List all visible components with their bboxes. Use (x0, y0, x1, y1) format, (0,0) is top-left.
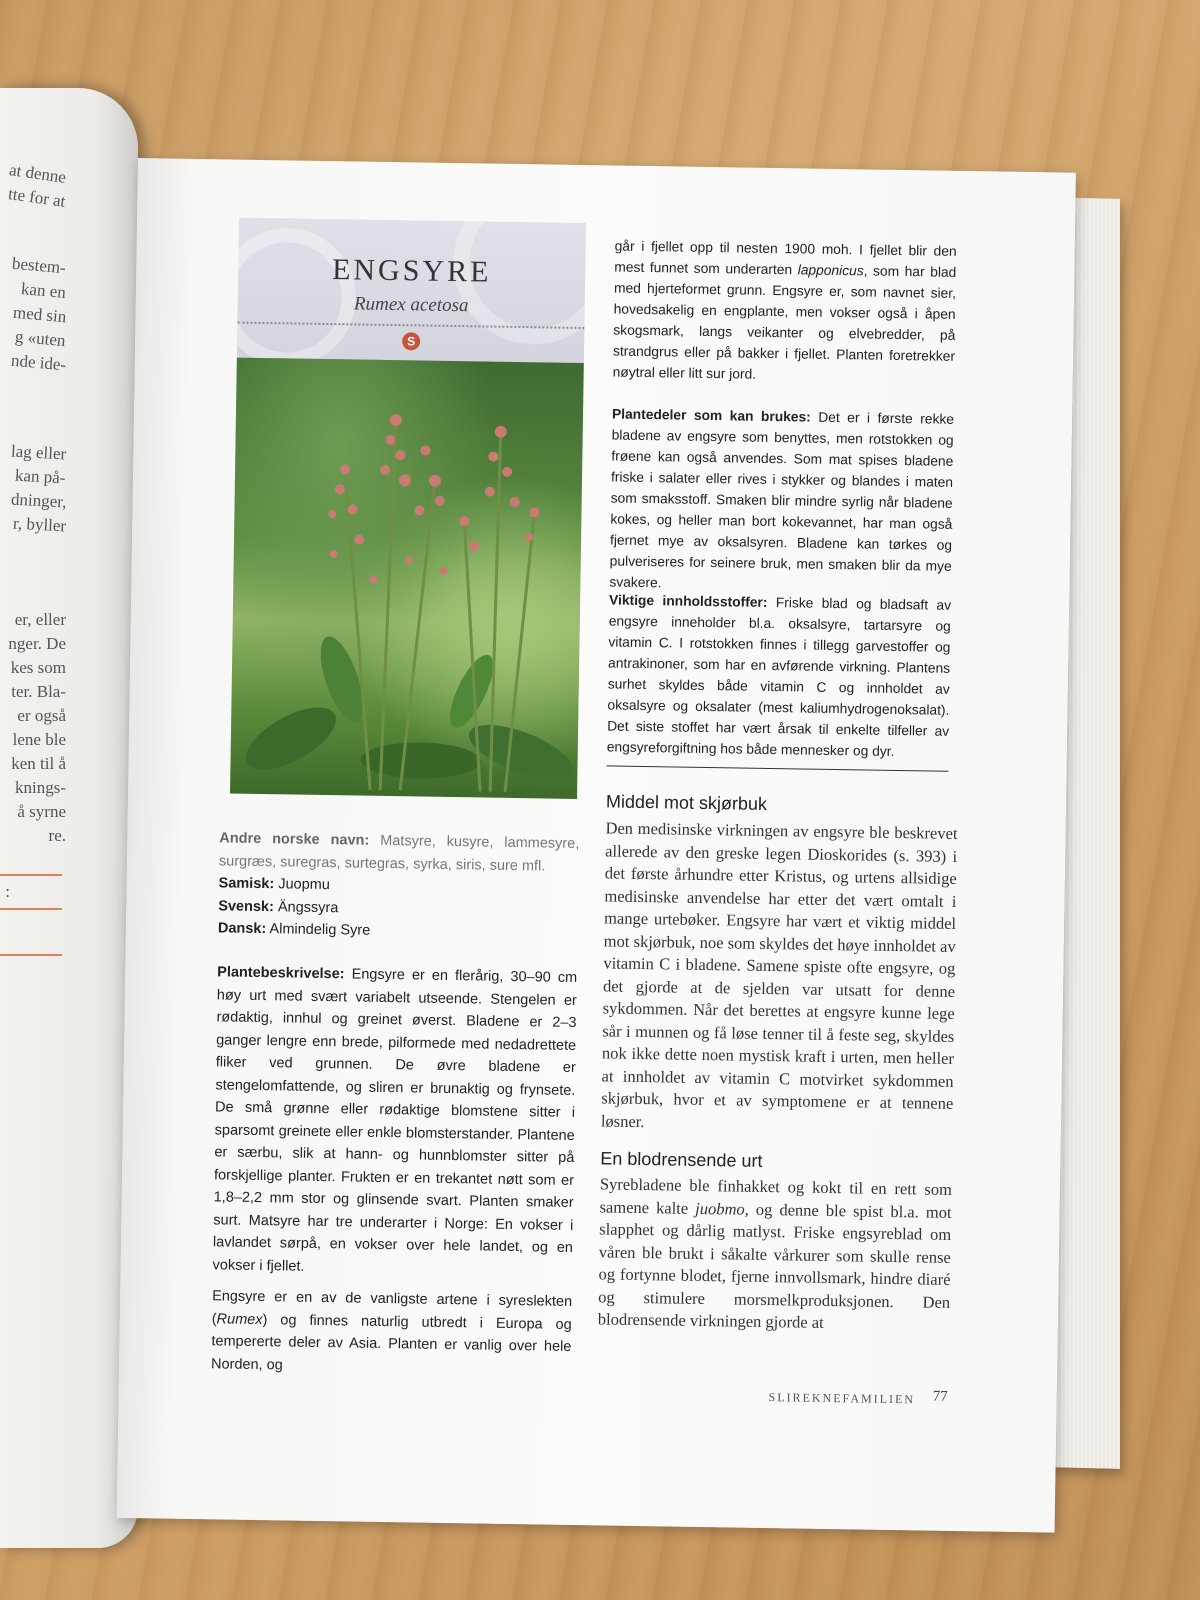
samisk-label: Samisk: (218, 875, 275, 893)
section-divider (607, 765, 949, 771)
juobmo-term: juobmo, (695, 1198, 750, 1219)
left-text-line: ter. Bla- (11, 682, 66, 701)
contents-text: Friske blad og bladsaft av engsyre inneholder bl.a. oksalsyre, tartarsyre og vitamin C. I rotstokken finnes i tillegg garvestoffer og antrakinoner, som har en avførende virkning. Plantens surhet skyldes både vitamin C og innholdet av oksalsyre og oksalater (mest kaliumhydrogenoksalat). Det siste stoffet har vært årsak til enkelte tilfeller av engsyreforgiftning hos både mennesker og dyr. (606, 595, 952, 759)
heading-scurvy: Middel mot skjørbuk (605, 791, 768, 814)
left-text-line: med sin (11, 302, 67, 327)
plant-photo (230, 358, 584, 799)
svensk-label: Svensk: (218, 897, 275, 915)
running-footer-section: SLIREKNEFAMILIEN (768, 1390, 916, 1407)
sorrel-illustration (230, 358, 584, 799)
left-text-line: er, eller (14, 610, 66, 629)
dansk-name (218, 917, 578, 945)
dansk-label: Dansk: (217, 920, 267, 938)
sami-badge: S (402, 332, 420, 350)
left-text-line: ken til å (11, 754, 66, 773)
left-rule (0, 954, 62, 956)
left-text-line: bestem- (11, 253, 67, 278)
left-text-line: tte for at (7, 184, 68, 211)
distribution-text-2: ) og finnes naturlig utbredt i Europa og tempererte deler av Asia. Planten er vanlig over hele Norden, og (210, 1311, 572, 1373)
left-rule (0, 908, 62, 910)
contents-label: Viktige innholdsstoffer: (608, 592, 768, 610)
other-names-value: Matsyre, kusyre, lammesyre, surgræs, suregras, surtegras, syrka, siris, sure mfl. (218, 832, 580, 874)
left-text-line: lene ble (12, 730, 66, 749)
latin-name: Rumex acetosa (353, 293, 469, 317)
left-text-line: nger. De (8, 634, 66, 653)
usable-parts-text: Det er i første rekke bladene av engsyre som benyttes, men rotstokken og frøene kan også anvendes. Som mat spises bladene friske i salater eller rives i stykker og blandes i maten som smaksstoff. Smaken blir mindre syrlig når bladene kokes, og heller man bort kokevannet, har man også fjernet mye av oksalsyren. Bladene kan tørkes og pulveriseres for seinere bruk, men smaken blir da mye svakere. (609, 409, 955, 591)
blood-cleansing-paragraph (598, 1173, 952, 1336)
plant-name: ENGSYRE (331, 253, 492, 289)
blood-text-1: Syrebladene ble finhakket og kokt til en rett som samene kalte (599, 1174, 953, 1218)
left-text-line: å syrne (17, 802, 66, 821)
left-text-line: dninger, (10, 489, 67, 512)
heading-blood-cleansing: En blodrensende urt (600, 1148, 763, 1171)
page-number: 77 (932, 1388, 948, 1405)
left-text-line: re. (48, 826, 66, 845)
dansk-value: Almindelig Syre (269, 921, 371, 939)
description-label: Plantebeskrivelse: (217, 964, 345, 983)
left-rule (0, 874, 62, 876)
left-text-line: : (5, 882, 10, 901)
names-block (218, 827, 580, 945)
samisk-value: Juopmu (278, 876, 330, 894)
habitat-text-2: , som har blad med hjerteformet grunn. Engsyre er, som navnet sier, hovedsakelig en engplante, men vokser også i åpen skogsmark, langs veikanter og elvebredder, på strandgrus eller på bakker i fjellet. Planten foretrekker nøytral eller litt sur jord. (612, 263, 957, 382)
description-paragraph (212, 961, 577, 1282)
left-text-line: kan en (20, 279, 67, 302)
right-page (117, 158, 1076, 1533)
left-text-line: kan på- (15, 465, 67, 488)
distribution-genus: Rumex (216, 1310, 263, 1328)
other-names-label: Andre norske navn: (219, 830, 370, 849)
habitat-paragraph (613, 235, 957, 387)
contents-paragraph (607, 589, 952, 762)
distribution-paragraph (211, 1285, 572, 1381)
scurvy-paragraph: Den medisinske virkningen av engsyre ble beskrevet allerede av den greske legen Dioskorides (s. 393) i det første århundre etter Kristus, og urtens allsidige medisinske anvendelse har etter det vært omtalt i mange urtebøker. Engsyre har vært et viktig middel mot skjørbuk, noe som skyldes det høye innholdet av vitamin C i bladene. Samene spiste ofte engsyre, og det gjorde at de sjelden var utsatt for denne sykdommen. Når det berettes at engsyre kunne lege sår i munnen og få løse tenner til å feste seg, skyldes nok ikke dette noen mystisk kraft i urten, men heller at innholdet av vitamin C motvirket sykdommen skjørbuk, hvor et av symptomene er at tennene løsner. (600, 818, 958, 1131)
subspecies-name: lapponicus (797, 262, 864, 279)
usable-parts-label: Plantedeler som kan brukes: (611, 406, 811, 425)
usable-parts-paragraph (609, 403, 954, 597)
description-text: Engsyre er en flerårig, 30–90 cm høy urt med svært variabelt utseende. Stengelen er rødaktig, innhul og greinet øverst. Bladene er 2–3 ganger lengre enn brede, pilformede med nedadrettete fliker ved grunnen. De øvre bladene er stengelomfattende, og sliren er brunaktig og frynsete. De små grønne eller rødaktige blomstene sitter i sparsomt greinete eller enkle blomsterstander. Plantene er særbu, slik at hann- og hunnblomster sitter på forskjellige planter. Frukten er en trekantet nøtt som er 1,8–2,2 mm stor og glinsende svart. Planten smaker surt. Matsyre har tre underarter i Norge: En vokser i lavlandet sørpå, en vokser over hele landet, og en vokser i fjellet. (212, 966, 578, 1275)
left-text-line: knings- (15, 778, 66, 797)
left-text-line: er også (17, 706, 66, 725)
distribution-text-1: Engsyre er en av de vanligste artene i syreslekten ( (211, 1288, 573, 1327)
plant-header (237, 218, 586, 363)
left-text-line: nde ide- (10, 350, 67, 375)
left-text-line: r, byller (12, 513, 67, 536)
left-text-line: g «uten (14, 326, 67, 351)
blood-text-2: og denne ble spist bl.a. mot slapphet og dårlig matlyst. Friske engsyreblad om våren ble brukt i såkalte vårkurer som skulle rense og fortynne blodet, fjerne innvollsmark, hindre diaré og stimulere morsmelkproduksjonen. Den blodrensende virkningen gjorde at (597, 1199, 952, 1332)
left-text-line: at denne (7, 160, 68, 187)
left-text-line: lag eller (10, 441, 67, 464)
left-page (0, 88, 138, 1548)
svensk-value: Ängssyra (277, 898, 339, 916)
habitat-text-1: går i fjellet opp til nesten 1900 moh. I fjellet blir den mest funnet som underarten (614, 238, 957, 278)
other-names (219, 827, 580, 878)
left-text-line: kes som (10, 658, 66, 677)
